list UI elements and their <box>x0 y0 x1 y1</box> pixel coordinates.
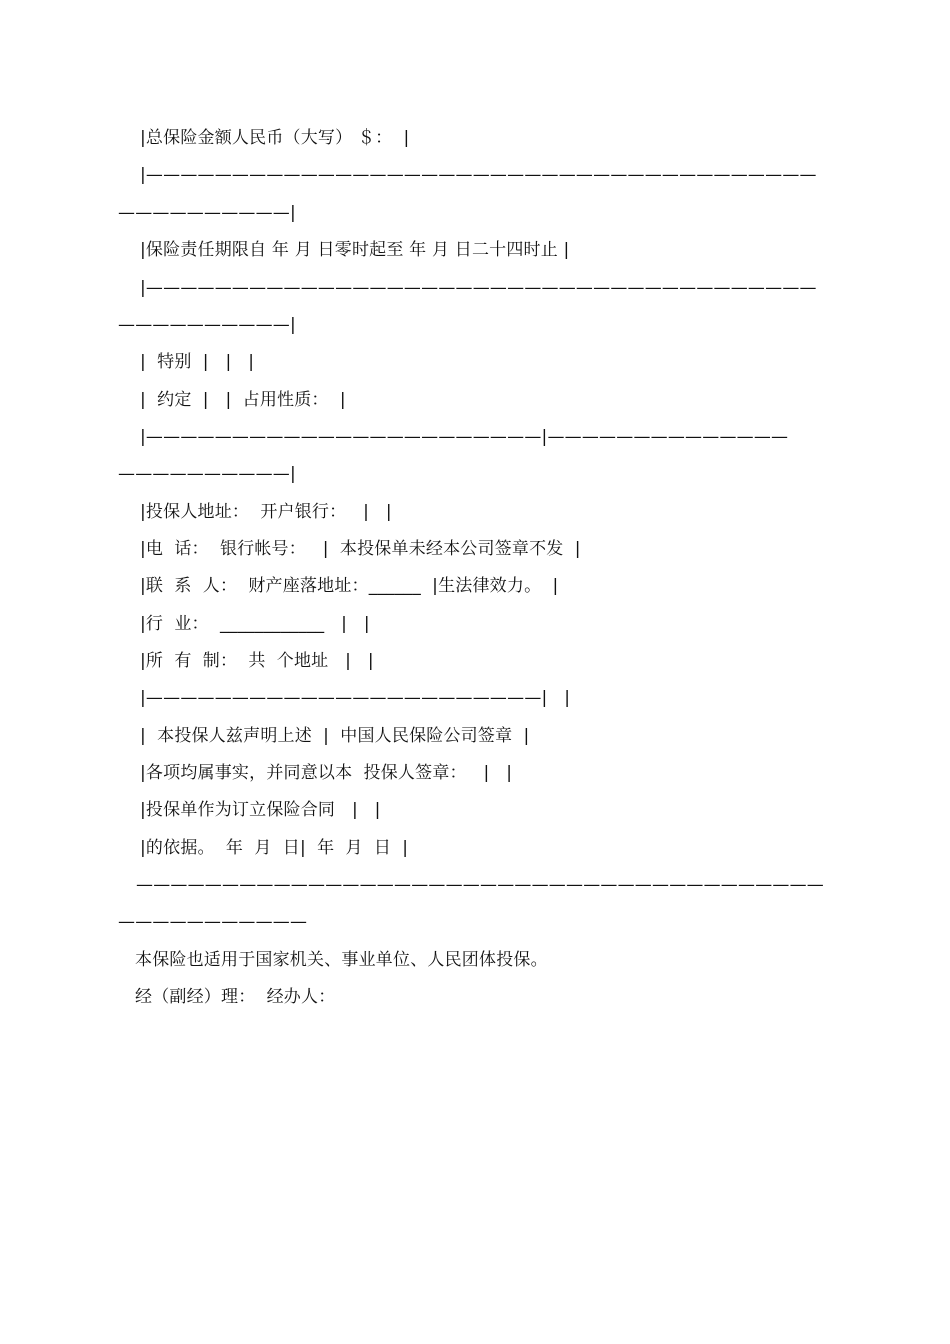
form-line: | 本投保人兹声明上述 | 中国人民保险公司签章 | <box>140 726 530 746</box>
form-line: |———————————————————————| | <box>140 688 571 708</box>
form-line: ——————————| <box>118 203 296 223</box>
form-line: |联 系 人： 财产座落地址：______ |生法律效力。 | <box>140 576 559 596</box>
form-line: |所 有 制： 共 个地址 | | <box>140 651 374 671</box>
form-line: |各项均属事实，并同意以本 投保人签章： | | <box>140 763 513 783</box>
signature-line: 经（副经）理： 经办人： <box>135 987 336 1007</box>
form-line: ———————————————————————————————————————— <box>136 875 824 895</box>
form-line: |——————————————————————————————————————— <box>140 165 817 185</box>
form-line: |的依据。 年 月 日| 年 月 日 | <box>140 838 409 858</box>
form-line: ——————————| <box>118 464 296 484</box>
form-line: |投保单作为订立保险合同 | | <box>140 800 381 820</box>
form-line: |———————————————————————|—————————————— <box>140 427 789 447</box>
form-line: |电 话： 银行帐号： | 本投保单未经本公司签章不发 | <box>140 539 581 559</box>
form-line: ——————————| <box>118 315 296 335</box>
form-line: |——————————————————————————————————————— <box>140 278 817 298</box>
form-line: ——————————— <box>118 912 308 932</box>
form-line: | 特别 | | | <box>140 352 255 372</box>
form-line: |行 业： ____________ | | <box>140 614 370 634</box>
form-line: |投保人地址： 开户银行： | | <box>140 502 392 522</box>
form-line: |保险责任期限自 年 月 日零时起至 年 月 日二十四时止 | <box>140 240 570 260</box>
note-line: 本保险也适用于国家机关、事业单位、人民团体投保。 <box>135 950 548 970</box>
form-line: | 约定 | | 占用性质： | <box>140 390 346 410</box>
form-line: |总保险金额人民币（大写） ＄： | <box>140 128 410 148</box>
